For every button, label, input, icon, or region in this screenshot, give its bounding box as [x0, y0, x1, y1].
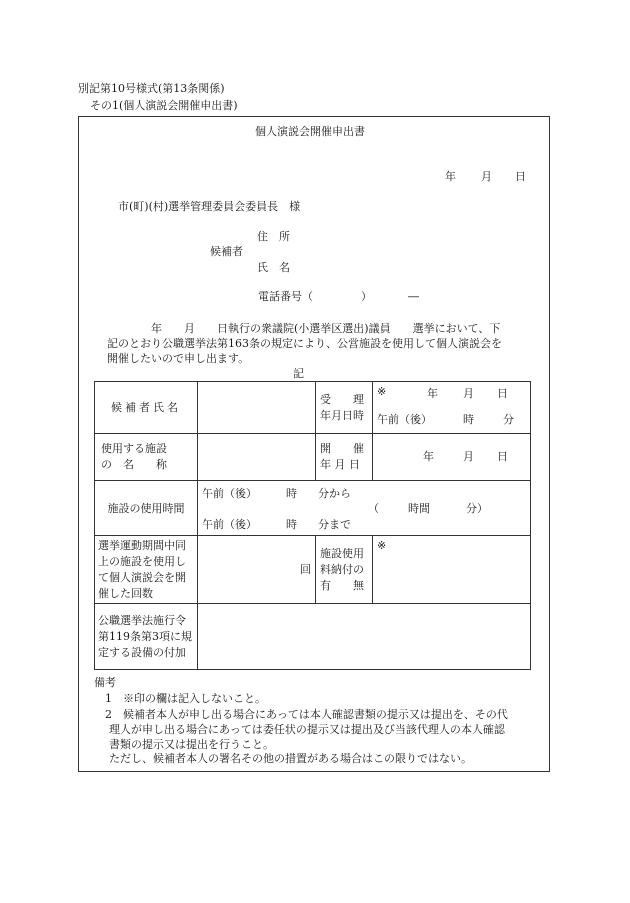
facility-field[interactable] [198, 434, 316, 481]
form-number: 別記第10号様式(第13条関係) [78, 82, 225, 95]
usage-to-hour: 時 [286, 518, 297, 531]
body-line-2: 記のとおり公職選挙法第163条の規定により、公営施設を使用して個人演説会を [107, 337, 502, 350]
held-label [316, 434, 373, 481]
candidate-name-label [95, 382, 198, 434]
equipment-label [95, 604, 198, 670]
fee-field [373, 536, 531, 604]
received-day: 日 [497, 387, 508, 400]
received-minute: 分 [503, 413, 514, 426]
held-year: 年 [423, 450, 434, 463]
phone-close: ） [361, 290, 372, 303]
usage-time-field[interactable] [198, 481, 531, 536]
held-label-2: 年 月 日 [320, 458, 360, 471]
usage-to-min: 分まで [318, 518, 351, 531]
fee-label-1: 施設使用 [320, 546, 364, 560]
note-2-cont-1: 理人が申し出る場合にあっては委任状の提示又は提出及び当該代理人の本人確認 [109, 723, 505, 736]
received-mark: ※ [377, 385, 387, 398]
count-label-3: て個人演説会を開 [98, 570, 186, 584]
note-1: 1 ※印の欄は記入しないこと。 [105, 692, 266, 705]
phone-label: 電話番号（ [258, 290, 313, 303]
received-label-2: 年月日時 [320, 408, 364, 422]
held-label-1: 開 催 [320, 442, 364, 455]
usage-time-label-text: 施設の使用時間 [107, 501, 185, 515]
received-label [316, 382, 373, 434]
equipment-field[interactable] [198, 604, 531, 670]
facility-label-2: の 名 称 [101, 458, 167, 471]
equipment-label-3: 定する設備の付加 [98, 645, 186, 659]
note-2-cont-2: 書類の提示又は提出を行うこと。 [109, 738, 274, 751]
application-table [94, 381, 531, 670]
fee-label-2: 料納付の [320, 562, 364, 576]
note-2: 2 候補者本人が申し出る場合にあっては本人確認書類の提示又は提出を、その代 [105, 708, 508, 721]
received-month: 月 [463, 387, 474, 400]
count-unit: 回 [300, 563, 311, 576]
count-label-2: 上の施設を使用し [98, 554, 186, 568]
form-subtitle: その1(個人演説会開催申出書) [90, 99, 238, 112]
candidate-name-label-text: 候補者氏名 [111, 401, 181, 414]
received-time-prefix: 午前（後） [377, 413, 432, 426]
phone-dash: ― [408, 290, 419, 303]
received-field [373, 382, 531, 434]
held-date-field[interactable] [373, 434, 531, 481]
usage-from-prefix: 午前（後） [202, 487, 257, 500]
equipment-label-2: 第119条第3項に規 [98, 629, 192, 643]
usage-duration-min: 分） [466, 502, 488, 515]
date-day: 日 [515, 170, 526, 183]
candidate-name-field[interactable] [198, 382, 316, 434]
facility-label-1: 使用する施設 [101, 442, 167, 455]
received-label-1: 受 理 [320, 392, 364, 406]
note-proviso: ただし、候補者本人の署名その他の措置がある場合はこの限りではない。 [109, 752, 472, 765]
fee-mark: ※ [377, 539, 387, 552]
fee-label-3: 有 無 [320, 578, 364, 592]
usage-from-min: 分から [318, 487, 351, 500]
addressee: 市(町)(村)選挙管理委員会委員長 様 [118, 200, 301, 213]
name-label: 氏 名 [257, 261, 290, 274]
address-label: 住 所 [257, 230, 290, 243]
count-label-4: 催した回数 [98, 586, 153, 600]
count-label-1: 選挙運動期間中同 [98, 538, 186, 552]
usage-time-label [95, 481, 198, 536]
date-year: 年 [445, 170, 456, 183]
applicant-label: 候補者 [210, 245, 243, 258]
body-line-1: 年 月 日執行の衆議院(小選挙区選出)議員 選挙において、下 [151, 322, 501, 335]
ki-label: 記 [293, 367, 304, 380]
facility-label [95, 434, 198, 481]
equipment-label-1: 公職選挙法施行令 [98, 613, 186, 627]
form-title: 個人演説会開催申出書 [255, 125, 365, 138]
held-day: 日 [497, 450, 508, 463]
usage-duration-hours: 時間 [408, 502, 430, 515]
received-year: 年 [427, 387, 438, 400]
usage-to-prefix: 午前（後） [202, 518, 257, 531]
count-field[interactable] [198, 536, 316, 604]
held-month: 月 [463, 450, 474, 463]
usage-duration-open: （ [368, 502, 379, 515]
fee-label [316, 536, 373, 604]
notes-title: 備考 [94, 676, 116, 689]
usage-from-hour: 時 [286, 487, 297, 500]
received-hour: 時 [463, 413, 474, 426]
count-label [95, 536, 198, 604]
date-month: 月 [481, 170, 492, 183]
body-line-3: 開催したいので申し出ます。 [107, 352, 250, 365]
